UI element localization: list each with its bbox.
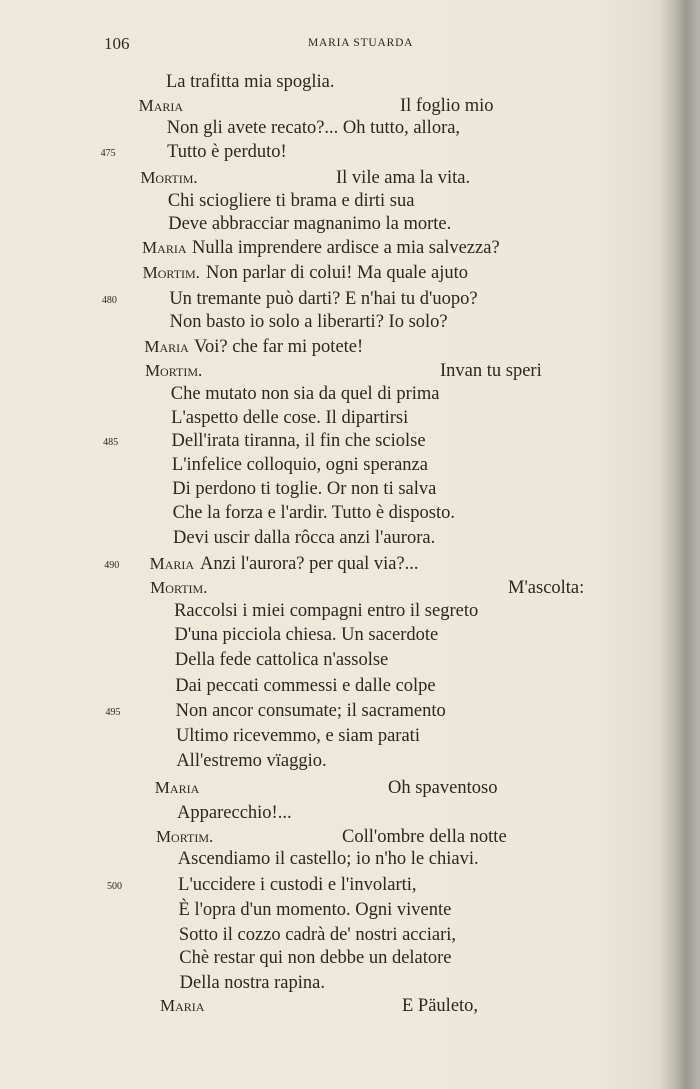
verse-line: [0, 925, 680, 949]
verse-line-text: D'una picciola chiesa. Un sacerdote: [174, 625, 439, 645]
verse-line-continuation: E Päuleto,: [402, 996, 479, 1016]
verse-line-text: Nulla imprendere ardisce a mia salvezza?: [192, 238, 500, 258]
verse-line: [0, 803, 680, 827]
line-number: 500: [106, 881, 122, 892]
verse-line-continuation: Il vile ama la vita.: [336, 168, 471, 188]
line-number: 495: [105, 707, 121, 718]
verse-line-text: All'estremo vïaggio.: [176, 751, 327, 771]
verse-line: [0, 578, 680, 602]
line-number: 485: [103, 437, 119, 448]
verse-line-text: Tutto è perduto!: [167, 142, 287, 162]
verse-line: [0, 948, 680, 972]
verse-line-text: L'aspetto delle cose. Il dipartirsi: [171, 408, 409, 428]
verse-line-text: L'infelice colloquio, ogni speranza: [171, 455, 428, 475]
verse-line: [0, 408, 680, 432]
running-title: MARIA STUARDA: [308, 37, 414, 49]
verse-line-text: Della nostra rapina.: [179, 973, 325, 993]
verse-line: [0, 312, 680, 336]
verse-line-text: Non ancor consumate; il sacramento: [175, 701, 446, 721]
verse-line-text: L'uccidere i custodi e l'involarti,: [178, 875, 417, 895]
verse-line-text: Sotto il cozzo cadrà de' nostri acciari,: [178, 925, 457, 945]
speaker-name: Mortim.: [144, 361, 203, 380]
verse-line-continuation: Il foglio mio: [400, 96, 494, 116]
verse-line: [0, 676, 680, 700]
verse-line-text: Dai peccati commessi e dalle colpe: [175, 676, 436, 696]
verse-line: [0, 337, 680, 361]
speaker-name: Mortim.: [155, 827, 214, 846]
line-number: 480: [101, 295, 117, 306]
line-number: 475: [100, 148, 116, 159]
speaker-name: Maria: [142, 238, 187, 257]
verse-line-continuation: M'ascolta:: [508, 578, 585, 598]
verse-line: [0, 168, 680, 192]
verse-line: [0, 214, 680, 238]
verse-line-text: È l'opra d'un momento. Ogni vivente: [178, 900, 452, 920]
verse-line: [0, 238, 680, 262]
verse-line: [0, 455, 680, 479]
verse-line-text: Voi? che far mi potete!: [194, 337, 364, 357]
verse-line-text: Dell'irata tiranna, il fin che sciolse: [171, 431, 426, 451]
verse-line: [0, 479, 680, 503]
verse-line-text: Un tremante può darti? E n'hai tu d'uopo?: [169, 289, 478, 309]
verse-line: [0, 849, 680, 873]
verse-line: [0, 263, 680, 287]
verse-line: [0, 72, 680, 96]
verse-line: [0, 751, 680, 775]
verse-line: [0, 431, 680, 455]
verse-line: [0, 625, 680, 649]
verse-line: [0, 96, 680, 120]
verse-line-text: Non parlar di colui! Ma quale ajuto: [206, 263, 468, 283]
verse-line-text: Ascendiamo il castello; io n'ho le chiavi.: [177, 849, 479, 869]
verse-line: [0, 289, 680, 313]
verse-line-text: Apparecchio!...: [177, 803, 292, 823]
line-number: 490: [104, 560, 120, 571]
verse-line: [0, 650, 680, 674]
verse-line-text: Che mutato non sia da quel di prima: [170, 384, 440, 404]
speaker-name: Maria: [154, 778, 200, 797]
verse-line: [0, 528, 680, 552]
verse-line-text: Di perdono ti toglie. Or non ti salva: [172, 479, 437, 499]
verse-line-text: Chi sciogliere ti brama e dirti sua: [167, 191, 415, 211]
verse-line: [0, 778, 680, 802]
verse-line-text: Che la forza e l'ardir. Tutto è disposto.: [172, 503, 455, 523]
verse-line: [0, 726, 680, 750]
verse-line-text: Anzi l'aurora? per qual via?...: [200, 554, 419, 574]
verse-line-continuation: Invan tu speri: [440, 361, 542, 381]
verse-line-text: Ultimo ricevemmo, e siam parati: [175, 726, 420, 746]
verse-line: [0, 384, 680, 408]
verse-line-text: Devi uscir dalla rôcca anzi l'aurora.: [173, 528, 436, 548]
speaker-name: Maria: [144, 337, 189, 356]
verse-line: [0, 554, 680, 578]
verse-line: [0, 191, 680, 215]
verse-line-text: Della fede cattolica n'assolse: [174, 650, 389, 670]
verse-line: [0, 701, 680, 725]
verse-line: [0, 875, 680, 899]
verse-line: [0, 973, 680, 997]
verse-line: [0, 900, 680, 924]
verse-line-text: Non basto io solo a liberarti? Io solo?: [169, 312, 448, 332]
verse-line-text: La trafitta mia spoglia.: [166, 72, 335, 92]
verse-line: [0, 118, 680, 142]
speaker-name: Maria: [149, 554, 195, 573]
verse-line: [0, 361, 680, 385]
verse-line-continuation: Coll'ombre della notte: [342, 827, 507, 847]
speaker-name: Mortim.: [142, 263, 200, 282]
speaker-name: Mortim.: [140, 168, 198, 187]
verse-line: [0, 827, 680, 851]
verse-line-text: Chè restar qui non debbe un delatore: [179, 948, 452, 968]
verse-line: [0, 142, 680, 166]
page-number: 106: [104, 34, 130, 53]
speaker-name: Maria: [160, 996, 205, 1015]
verse-line-text: Deve abbracciar magnanimo la morte.: [168, 214, 452, 234]
verse-line: [0, 996, 680, 1020]
speaker-name: Mortim.: [150, 578, 208, 597]
verse-line: [0, 601, 680, 625]
verse-line-text: Raccolsi i miei compagni entro il segreto: [174, 601, 479, 621]
verse-line-text: Non gli avete recato?... Oh tutto, allora,: [166, 118, 461, 138]
speaker-name: Maria: [138, 96, 184, 115]
verse-line-continuation: Oh spaventoso: [388, 778, 498, 798]
verse-line: [0, 503, 680, 527]
